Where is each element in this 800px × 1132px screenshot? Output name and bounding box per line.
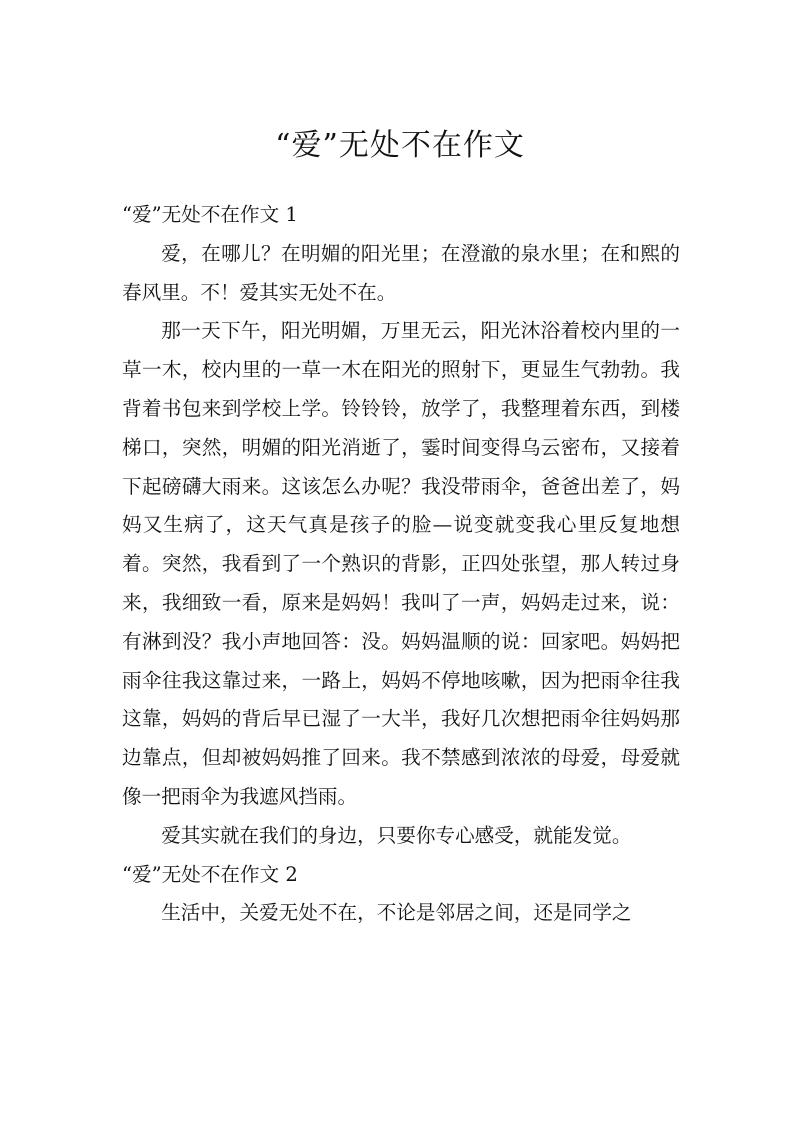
section-heading-1: “爱”无处不在作文 1 xyxy=(122,203,298,226)
paragraph: 爱其实就在我们的身边，只要你专心感受，就能发觉。 xyxy=(161,823,632,847)
paragraph: 那一天下午，阳光明媚，万里无云，阳光沐浴着校内里的一草一木，校内里的一草一木在阳光的照射下，更显生气勃勃。我背着书包来到学校上学。铃铃铃，放学了，我整理着东西，到楼梯口，突然，明媚的阳光消逝了，霎时间变得乌云密布，又接着下起磅礴大雨来。这该怎么办呢？我没带雨伞，爸爸出差了，妈妈又生病了，这天气真是孩子的脸—说变就变我心里反复地想着。突然，我看到了一个熟识的背影，正四处张望，那人转过身来，我细致一看，原来是妈妈！我叫了一声，妈妈走过来，说：有淋到没？我小声地回答：没。妈妈温顺的说：回家吧。妈妈把雨伞往我这靠过来，一路上，妈妈不停地咳嗽，因为把雨伞往我这靠，妈妈的背后早已湿了一大半，我好几次想把雨伞往妈妈那边靠点，但却被妈妈推了回来。我不禁感到浓浓的母爱，母爱就像一把雨伞为我遮风挡雨。 xyxy=(122,319,680,808)
section-heading-2: “爱”无处不在作文 2 xyxy=(122,862,298,886)
document-title: “爱”无处不在作文 xyxy=(275,128,525,163)
paragraph: 爱，在哪儿？在明媚的阳光里；在澄澈的泉水里；在和熙的春风里。不！爱其实无处不在。 xyxy=(122,241,680,304)
paragraph: 生活中，关爱无处不在，不论是邻居之间，还是同学之 xyxy=(161,901,632,925)
document-body xyxy=(122,196,680,933)
